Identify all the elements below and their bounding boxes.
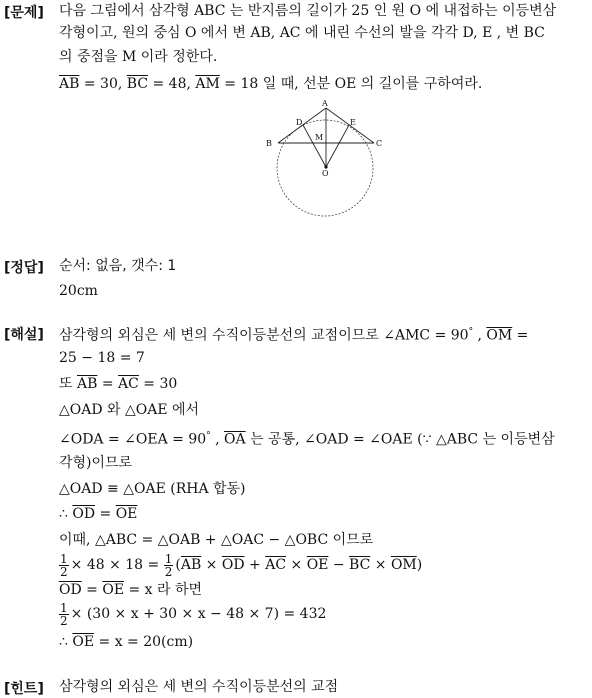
answer-label: [정답] xyxy=(4,260,44,276)
segment-bc: $\overline{BC}$ xyxy=(126,76,149,92)
point-a-label: A xyxy=(322,99,328,108)
problem-line-2: 각형이고, 원의 중심 O 에서 변 AB, AC 에 내린 수선의 발을 각각 D, E , 변 BC xyxy=(59,25,545,41)
solution-line-1: 삼각형의 외심은 세 변의 수직이등분선의 교점이므로 ∠AMC = 90° , $\overline{OM}$ = xyxy=(59,327,529,344)
solution-line-8: ∴ $\overline{OD} = \overline{OE}$ xyxy=(59,506,138,522)
solution-line-12: $\frac{1}{2}$ × (30 × x + 30 × x − 48 × 7) = 432 xyxy=(60,600,327,628)
point-o-label: O xyxy=(322,169,329,178)
point-m-label: M xyxy=(315,133,324,142)
problem-line-4: $\overline{AB} = 30$, $\overline{BC} = 48$, $\overline{AM} = 18$ 일 때, 선분 OE 의 길이를 구하여라. xyxy=(59,76,483,92)
solution-line-6: 각형)이므로 xyxy=(59,455,133,471)
solution-line-3: 또 $\overline{AB} = \overline{AC} = 30$ xyxy=(59,376,178,392)
segment-oe-line xyxy=(326,125,349,167)
solution-line-11: $\overline{OD} = \overline{OE} = x$ 라 하면 xyxy=(59,582,203,598)
fraction-half: $\frac{1}{2}$ xyxy=(60,551,68,579)
point-b-label: B xyxy=(266,139,272,148)
problem-line-3: 의 중점을 M 이라 정한다. xyxy=(59,49,218,65)
solution-line-4: △OAD 와 △OAE 에서 xyxy=(59,402,200,418)
solution-line-5: ∠ODA = ∠OEA = 90° , $\overline{OA}$ 는 공통, ∠OAD = ∠OAE (∵ △ABC 는 이등변삼 xyxy=(59,431,555,448)
solution-label: [해설] xyxy=(4,327,44,343)
solution-line-10: $\frac{1}{2}$ × 48 × 18 = $\frac{1}{2}$ $(\overline{AB} \times \overline{OD} + \overline{AC} \times \overline{OE} - \overline{BC} \times \overline{OM})$ xyxy=(60,551,423,579)
answer-value: 20cm xyxy=(59,283,98,299)
segment-am: $\overline{AM}$ xyxy=(195,76,220,92)
problem-label: [문제] xyxy=(4,5,44,21)
segment-ab: $\overline{AB}$ xyxy=(59,76,80,92)
fraction-half: $\frac{1}{2}$ xyxy=(60,600,68,628)
answer-meta: 순서: 없음, 갯수: 1 xyxy=(59,258,177,274)
solution-line-9: 이때, △ABC = △OAB + △OAC − △OBC 이므로 xyxy=(59,532,374,548)
hint-text: 삼각형의 외심은 세 변의 수직이등분선의 교점 xyxy=(59,679,339,695)
solution-line-2: 25 − 18 = 7 xyxy=(59,350,145,366)
problem-line-1: 다음 그림에서 삼각형 ABC 는 반지름의 길이가 25 인 원 O 에 내접하는 이등변삼 xyxy=(59,3,557,19)
point-c-label: C xyxy=(376,139,383,148)
segment-od-line xyxy=(303,125,326,167)
solution-line-13: ∴ $\overline{OE} = x = 20(cm)$ xyxy=(59,634,194,650)
fraction-half: $\frac{1}{2}$ xyxy=(164,551,173,579)
hint-label: [힌트] xyxy=(4,681,44,697)
circle-triangle-figure xyxy=(262,98,390,222)
solution-line-7: △OAD ≡ △OAE (RHA 합동) xyxy=(59,481,246,497)
point-e-label: E xyxy=(350,118,356,127)
point-d-label: D xyxy=(296,118,303,127)
